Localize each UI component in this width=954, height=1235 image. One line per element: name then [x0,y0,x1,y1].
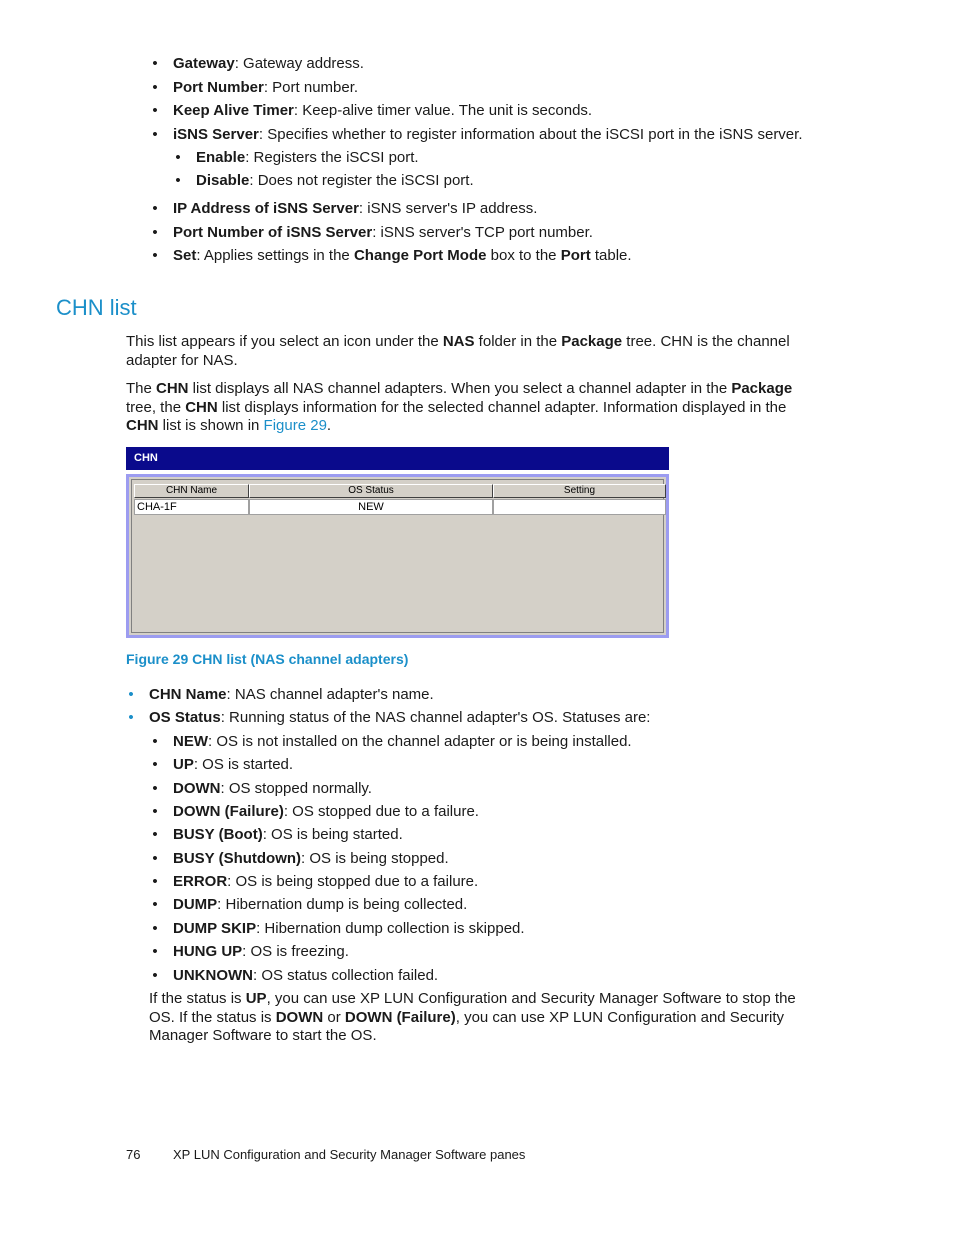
list-item [196,171,474,190]
bullet-glyph: • [152,102,158,119]
bullet-glyph: • [175,149,181,166]
term: Enable [196,149,246,166]
description: : Port number. [263,79,359,96]
chn-table [131,479,664,633]
list-item [173,78,358,97]
description: : Keep-alive timer value. The unit is seconds. [293,102,593,119]
list-item: UNKNOWN: OS status collection failed. [173,967,439,984]
running-footer-title: XP LUN Configuration and Security Manager Software panes [173,1147,526,1162]
column-header-os-status[interactable]: OS Status [249,484,493,498]
list-item: DUMP SKIP: Hibernation dump collection is skipped. [173,920,525,937]
list-item: DOWN: OS stopped normally. [173,780,372,797]
table-cell-setting[interactable] [493,499,666,515]
bullet-glyph: • [152,126,158,143]
term: Gateway [173,55,235,72]
bullet-glyph: • [175,172,181,189]
list-item: BUSY (Shutdown): OS is being stopped. [173,850,449,867]
section-heading: CHN list [56,295,137,320]
description: : Gateway address. [234,55,364,72]
list-item [173,101,592,120]
list-item [173,54,364,73]
list-item: HUNG UP: OS is freezing. [173,943,349,960]
bullet-glyph: • [152,247,158,264]
bullet-glyph: • [128,709,134,726]
figure-caption: Figure 29 CHN list (NAS channel adapters) [126,651,409,667]
column-header-setting[interactable]: Setting [493,484,666,498]
list-item: BUSY (Boot): OS is being started. [173,826,403,843]
description: : Specifies whether to register information about the iSCSI port in the iSNS server. [258,126,803,143]
term: Disable [196,172,250,189]
description: : Registers the iSCSI port. [245,149,419,166]
term: IP Address of iSNS Server [173,200,359,217]
list-item: Set: Applies settings in the Change Port Mode box to the Port table. [173,247,632,264]
term: Port Number [173,79,264,96]
term: Port Number of iSNS Server [173,224,373,241]
list-item: DUMP: Hibernation dump is being collected. [173,896,468,913]
column-header-chn-name[interactable]: CHN Name [134,484,249,498]
list-item: OS Status: Running status of the NAS channel adapter's OS. Statuses are: [149,709,651,726]
chn-table-panel [126,474,669,638]
list-item: DOWN (Failure): OS stopped due to a failure. [173,803,479,820]
bullet-glyph: • [152,224,158,241]
list-item [173,125,803,144]
page-number: 76 [126,1147,141,1162]
term: iSNS Server [173,126,259,143]
list-item [173,199,537,218]
list-item [173,223,593,242]
bullet-glyph: • [152,79,158,96]
list-item: ERROR: OS is being stopped due to a failure. [173,873,479,890]
description: : Does not register the iSCSI port. [249,172,474,189]
figure-link[interactable]: Figure 29 [263,417,327,434]
term: Keep Alive Timer [173,102,294,119]
description: : iSNS server's IP address. [358,200,538,217]
bullet-glyph: • [152,200,158,217]
description: : iSNS server's TCP port number. [372,224,593,241]
list-item: UP: OS is started. [173,756,294,773]
bullet-glyph: • [152,55,158,72]
chn-panel-title: CHN [126,447,669,470]
list-item: CHN Name: NAS channel adapter's name. [149,686,434,703]
table-cell-os-status[interactable]: NEW [249,499,493,515]
bullet-glyph: • [128,686,134,703]
list-item: NEW: OS is not installed on the channel adapter or is being installed. [173,733,632,750]
table-cell-chn-name[interactable]: CHA-1F [134,499,249,515]
list-item [196,148,419,167]
